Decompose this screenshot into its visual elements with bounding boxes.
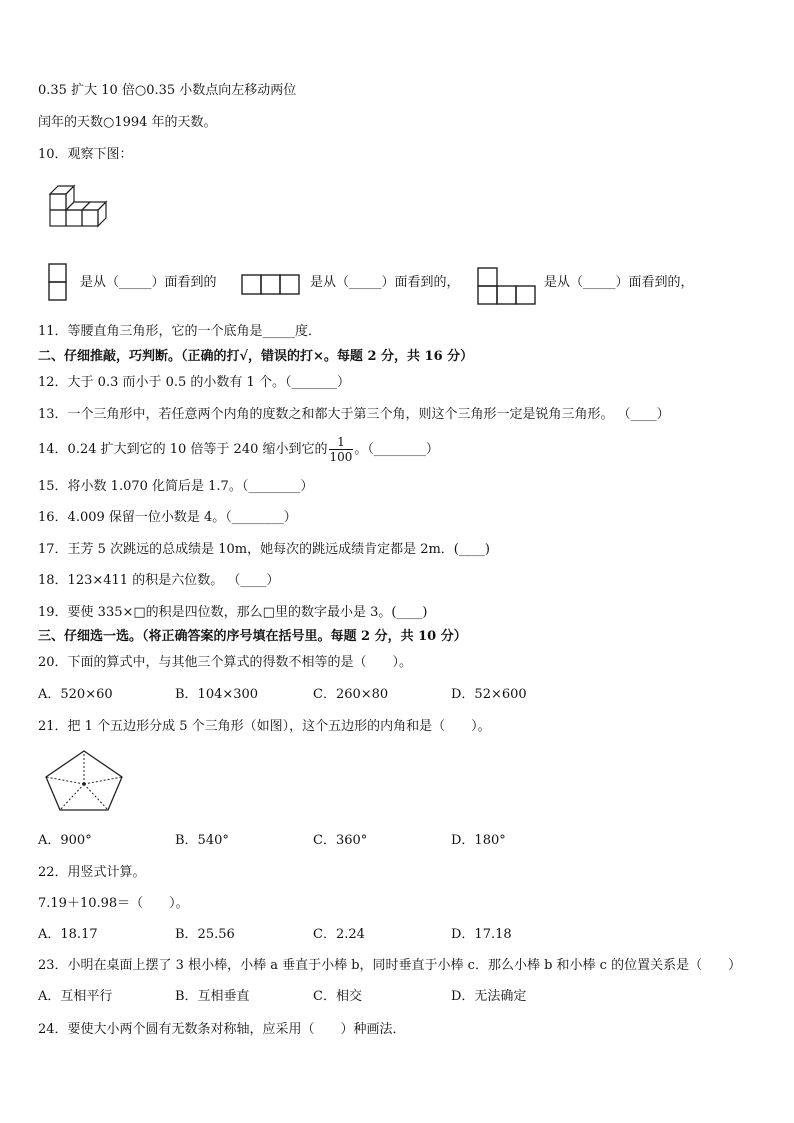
question-22-options (38, 926, 758, 944)
view-figure-1 (46, 262, 70, 304)
option-c[interactable]: C．260×80 (313, 687, 389, 702)
view-1-label: 是从（_____）面看到的 (80, 275, 217, 290)
question-13: 13．一个三角形中，若任意两个内角的度数之和都大于第三个角，则这个三角形一定是锐角三角形。 （____） (38, 407, 670, 422)
question-14 (38, 433, 439, 467)
view-figure-2 (240, 272, 302, 298)
question-23-options (38, 988, 758, 1006)
fraction-denominator: 100 (329, 450, 353, 464)
question-22-expression: 7.19＋10.98＝（ ）。 (38, 896, 189, 911)
question-17: 17．王芳 5 次跳远的总成绩是 10m，她每次的跳远成绩肯定都是 2m．(____) (38, 542, 490, 557)
pentagon-figure (42, 748, 126, 814)
question-24: 24．要使大小两个圆有无数条对称轴，应采用（ ）种画法． (38, 1022, 406, 1037)
line-2: 闰年的天数○1994 年的天数。 (38, 115, 217, 130)
question-10: 10．观察下图： (38, 147, 133, 162)
option-c[interactable]: C．2.24 (313, 927, 365, 942)
option-a[interactable]: A．互相平行 (38, 989, 113, 1004)
section-2-heading: 二、仔细推敲，巧判断。（正确的打√，错误的打×。每题 2 分，共 16 分） (38, 349, 474, 364)
question-18: 18．123×411 的积是六位数。 （____） (38, 573, 280, 588)
question-14-text: 14．0.24 扩大到它的 10 倍等于 240 缩小到它的 (38, 442, 328, 457)
option-d[interactable]: D．无法确定 (451, 989, 527, 1004)
question-16: 16．4.009 保留一位小数是 4。（________） (38, 510, 297, 525)
option-a[interactable]: A．18.17 (38, 927, 98, 942)
question-14-tail: 。（________） (354, 442, 439, 457)
option-c[interactable]: C．360° (313, 833, 368, 848)
option-a[interactable]: A．520×60 (38, 687, 113, 702)
question-15: 15．将小数 1.070 化简后是 1.7。（________） (38, 479, 314, 494)
question-23: 23．小明在桌面上摆了 3 根小棒，小棒 a 垂直于小棒 b，同时垂直于小棒 c．那么小棒 b 和小棒 c 的位置关系是（ ） (38, 958, 742, 973)
option-c[interactable]: C．相交 (313, 989, 362, 1004)
option-b[interactable]: B．540° (175, 833, 229, 848)
view-2-label: 是从（_____）面看到的， (310, 275, 460, 290)
fraction-numerator: 1 (329, 435, 354, 450)
cube-figure (46, 182, 122, 234)
question-22: 22．用竖式计算。 (38, 865, 146, 880)
option-b[interactable]: B．25.56 (175, 927, 235, 942)
question-21: 21．把 1 个五边形分成 5 个三角形（如图），这个五边形的内角和是（ ）。 (38, 719, 491, 734)
option-d[interactable]: D．52×600 (451, 687, 527, 702)
view-figure-3 (476, 266, 538, 308)
question-11: 11．等腰直角三角形，它的一个底角是_____度． (38, 324, 322, 339)
option-d[interactable]: D．17.18 (451, 927, 512, 942)
line-1: 0.35 扩大 10 倍○0.35 小数点向左移动两位 (38, 83, 297, 98)
option-b[interactable]: B．互相垂直 (175, 989, 250, 1004)
question-20-options (38, 686, 758, 704)
question-12: 12．大于 0.3 而小于 0.5 的小数有 1 个。（_______） (38, 375, 350, 390)
question-21-options (38, 832, 758, 850)
option-b[interactable]: B．104×300 (175, 687, 259, 702)
question-20: 20．下面的算式中，与其他三个算式的得数不相等的是（ ）。 (38, 655, 413, 670)
question-19: 19．要使 335×□的积是四位数，那么□里的数字最小是 3。(____) (38, 605, 428, 620)
option-a[interactable]: A．900° (38, 833, 92, 848)
section-3-heading: 三、仔细选一选。（将正确答案的序号填在括号里。每题 2 分，共 10 分） (38, 629, 467, 644)
fraction (329, 435, 354, 464)
option-d[interactable]: D．180° (451, 833, 506, 848)
view-3-label: 是从（_____）面看到的， (544, 275, 694, 290)
